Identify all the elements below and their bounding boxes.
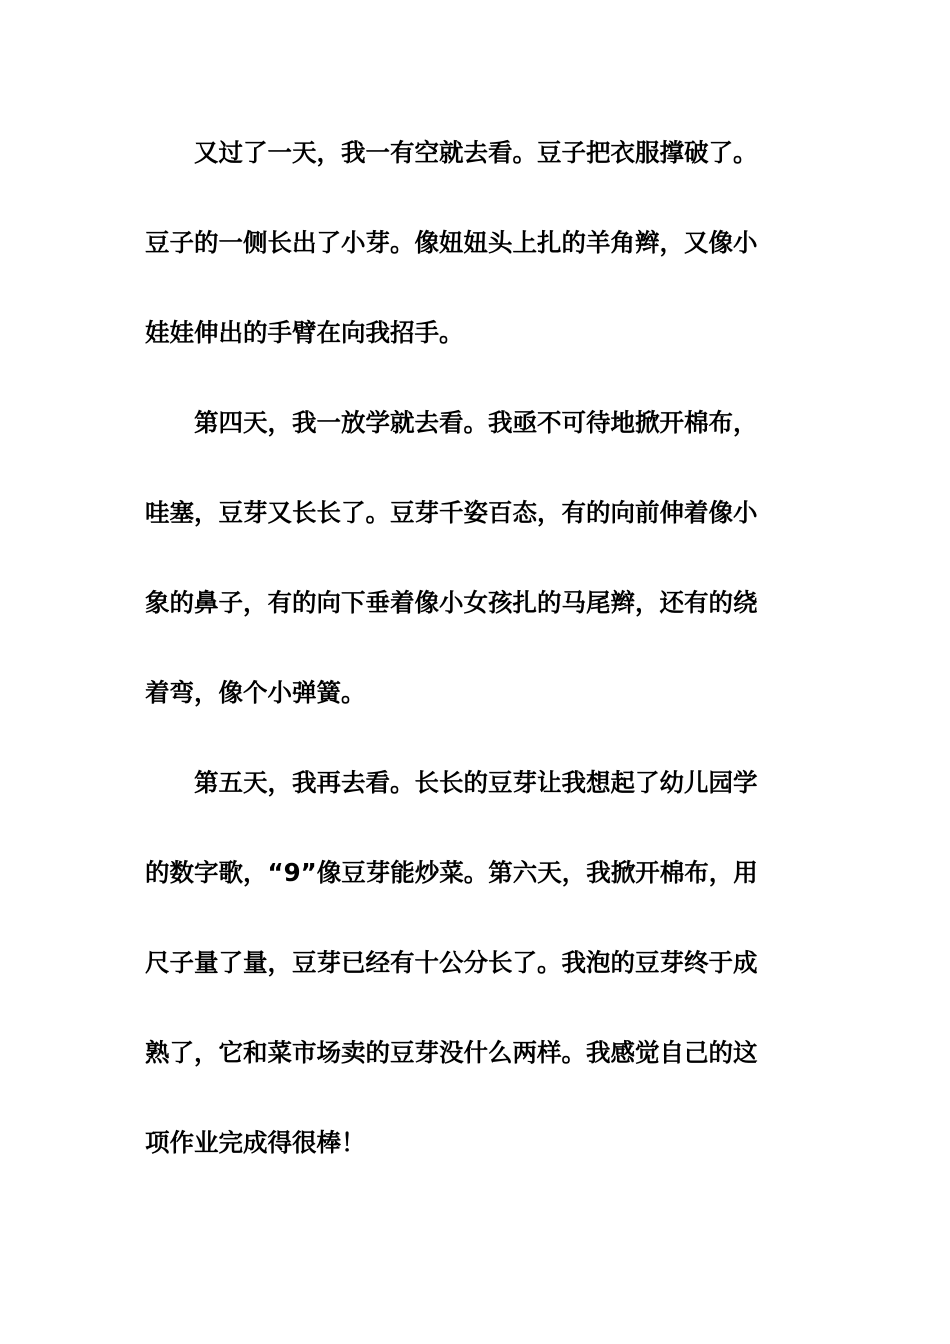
text-line: 的数字歌，“9”像豆芽能炒菜。第六天，我掀开棉布，用	[145, 858, 758, 887]
text-line: 豆子的一侧长出了小芽。像妞妞头上扎的羊角辫，又像小	[145, 228, 758, 257]
paragraph-3	[145, 738, 795, 1188]
text-line: 又过了一天，我一有空就去看。豆子把衣服撑破了。	[194, 138, 758, 167]
text-line: 熟了，它和菜市场卖的豆芽没什么两样。我感觉自己的这	[145, 1038, 758, 1067]
text-line: 哇塞，豆芽又长长了。豆芽千姿百态，有的向前伸着像小	[145, 498, 758, 527]
text-line: 娃娃伸出的手臂在向我招手。	[145, 318, 464, 347]
paragraph-1	[145, 108, 795, 378]
text-line: 着弯，像个小弹簧。	[145, 678, 366, 707]
paragraph-2	[145, 378, 795, 738]
text-line: 尺子量了量，豆芽已经有十公分长了。我泡的豆芽终于成	[145, 948, 758, 977]
text-line: 项作业完成得很棒！	[145, 1128, 366, 1157]
text-line: 象的鼻子，有的向下垂着像小女孩扎的马尾辫，还有的绕	[145, 588, 758, 617]
text-line: 第四天，我一放学就去看。我亟不可待地掀开棉布，	[194, 408, 758, 437]
text-line: 第五天，我再去看。长长的豆芽让我想起了幼儿园学	[194, 768, 758, 797]
document-body	[145, 108, 795, 1188]
